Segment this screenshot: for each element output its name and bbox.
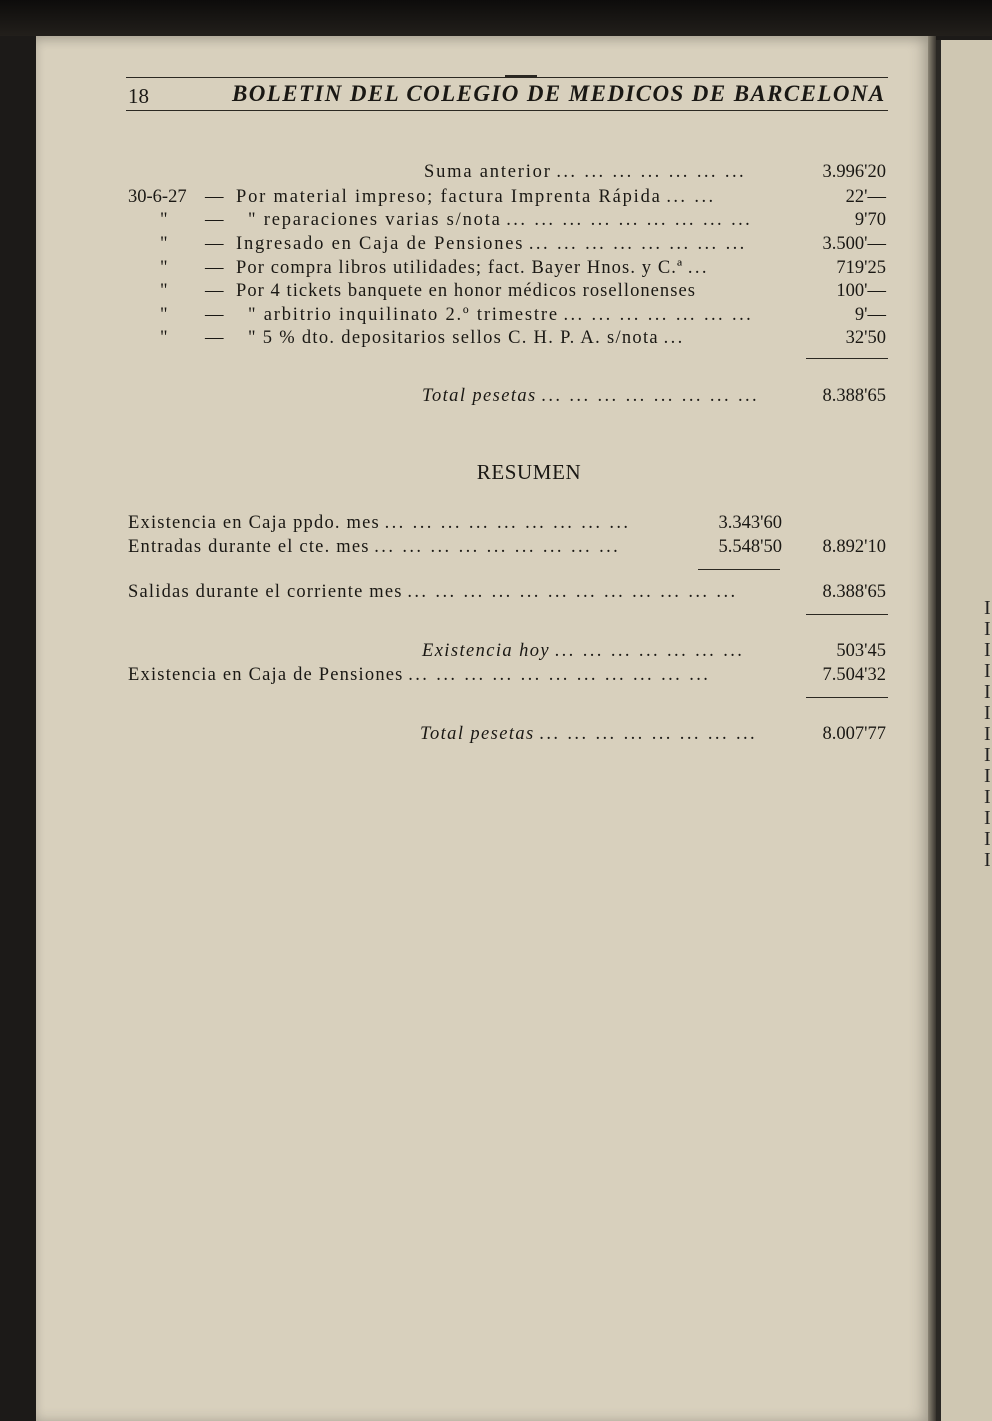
page-number: 18 (128, 84, 149, 108)
entry-description: " reparaciones varias s/nota (248, 210, 502, 230)
resumen-label: Existencia en Caja ppdo. mes (128, 513, 380, 533)
entry-dash: — (205, 234, 224, 254)
leader-dots: ... ... (666, 187, 716, 207)
leader-dots: ... ... ... ... ... ... ... ... ... (506, 210, 753, 230)
entry-description: " 5 % dto. depositarios sellos C. H. P. A. s/nota (248, 328, 659, 348)
adjacent-glyph: I (984, 702, 991, 724)
header-rule-top (126, 77, 888, 78)
entry-amount: 9'— (854, 305, 886, 325)
leader-dots: ... ... ... ... ... ... ... (556, 162, 747, 182)
entry-row (236, 281, 696, 302)
entry-date: " (160, 210, 168, 230)
resumen-row (128, 582, 738, 603)
resumen-amount: 7.504'32 (822, 665, 886, 685)
leader-dots: ... (687, 258, 709, 278)
adjacent-page-gutter (936, 40, 941, 1421)
leader-dots: ... ... ... ... ... ... ... (563, 305, 754, 325)
adjacent-glyph: I (984, 786, 991, 808)
entry-row (236, 234, 747, 255)
resumen-amount: 8.388'65 (822, 582, 886, 602)
leader-dots: ... ... ... ... ... ... ... ... (539, 724, 758, 744)
resumen-amount: 3.343'60 (718, 513, 782, 533)
page-edge-shadow (928, 36, 936, 1421)
adjacent-glyph: I (984, 765, 991, 787)
resumen-total-label: Total pesetas (420, 724, 535, 744)
resumen-label: Entradas durante el cte. mes (128, 537, 370, 557)
resumen-row (128, 513, 630, 534)
resumen-label: Salidas durante el corriente mes (128, 582, 403, 602)
entry-dash: — (205, 258, 224, 278)
resumen-title: RESUMEN (476, 460, 582, 484)
entry-row (236, 187, 716, 208)
subtotal-rule (806, 358, 888, 359)
carried-amount: 3.996'20 (822, 162, 886, 182)
leader-dots: ... ... ... ... ... ... ... ... ... (384, 513, 631, 533)
resumen-row (422, 641, 744, 662)
leader-dots: ... ... ... ... ... ... ... ... ... (374, 537, 621, 557)
resumen-amount: 5.548'50 (718, 537, 782, 557)
leader-dots: ... ... ... ... ... ... ... (554, 641, 745, 661)
resumen-row (128, 665, 710, 686)
resumen-row (420, 724, 757, 745)
resumen-total-rule (806, 697, 888, 698)
entry-description: " arbitrio inquilinato 2.º trimestre (248, 305, 559, 325)
header-rule-bottom (126, 110, 888, 111)
entry-date: 30-6-27 (128, 187, 187, 207)
entry-description: Por material impreso; factura Imprenta Rápida (236, 187, 662, 207)
adjacent-glyph: I (984, 639, 991, 661)
scan-background (0, 0, 992, 36)
adjacent-glyph: I (984, 744, 991, 766)
header-rule-accent (505, 75, 537, 77)
leader-dots: ... (663, 328, 685, 348)
entry-description: Ingresado en Caja de Pensiones (236, 234, 525, 254)
entry-dash: — (205, 210, 224, 230)
leader-dots: ... ... ... ... ... ... ... ... ... ... ... (408, 665, 711, 685)
entry-row (248, 210, 752, 231)
resumen-row (128, 537, 620, 558)
entry-date: " (160, 258, 168, 278)
entry-date: " (160, 328, 168, 348)
entry-amount: 22'— (845, 187, 886, 207)
resumen-label: Existencia hoy (422, 641, 550, 661)
leader-dots: ... ... ... ... ... ... ... ... ... ... ... ... (407, 582, 738, 602)
entry-dash: — (205, 305, 224, 325)
entry-dash: — (205, 187, 224, 207)
carried-label: Suma anterior (424, 162, 552, 182)
adjacent-glyph: I (984, 618, 991, 640)
adjacent-glyph: I (984, 807, 991, 829)
adjacent-glyph: I (984, 828, 991, 850)
resumen-sum: 8.892'10 (822, 537, 886, 557)
adjacent-glyph: I (984, 597, 991, 619)
resumen-rule (806, 614, 888, 615)
adjacent-page-text (984, 596, 992, 869)
entry-amount: 100'— (836, 281, 886, 301)
resumen-subtotal-rule (698, 569, 780, 570)
entry-dash: — (205, 281, 224, 301)
entry-date: " (160, 281, 168, 301)
entry-row (236, 258, 709, 279)
entry-amount: 9'70 (854, 210, 886, 230)
entry-date: " (160, 305, 168, 325)
entry-date: " (160, 234, 168, 254)
resumen-total-amount: 8.007'77 (822, 724, 886, 744)
carried-row (424, 162, 746, 183)
adjacent-glyph: I (984, 681, 991, 703)
journal-title: BOLETIN DEL COLEGIO DE MEDICOS DE BARCELONA (232, 81, 886, 106)
entry-description: Por 4 tickets banquete en honor médicos rosellonenses (236, 281, 696, 301)
adjacent-glyph: I (984, 723, 991, 745)
entry-dash: — (205, 328, 224, 348)
entry-amount: 3.500'— (822, 234, 886, 254)
adjacent-glyph: I (984, 849, 991, 871)
resumen-amount: 503'45 (836, 641, 886, 661)
entry-description: Por compra libros utilidades; fact. Bayer Hnos. y C.ª (236, 258, 684, 278)
resumen-label: Existencia en Caja de Pensiones (128, 665, 404, 685)
total-amount: 8.388'65 (822, 386, 886, 406)
total-row (422, 386, 759, 407)
leader-dots: ... ... ... ... ... ... ... ... (528, 234, 747, 254)
entry-amount: 719'25 (836, 258, 886, 278)
entry-row (248, 328, 685, 349)
leader-dots: ... ... ... ... ... ... ... ... (541, 386, 760, 406)
entry-row (248, 305, 753, 326)
entry-amount: 32'50 (845, 328, 886, 348)
adjacent-glyph: I (984, 660, 991, 682)
total-label: Total pesetas (422, 386, 537, 406)
